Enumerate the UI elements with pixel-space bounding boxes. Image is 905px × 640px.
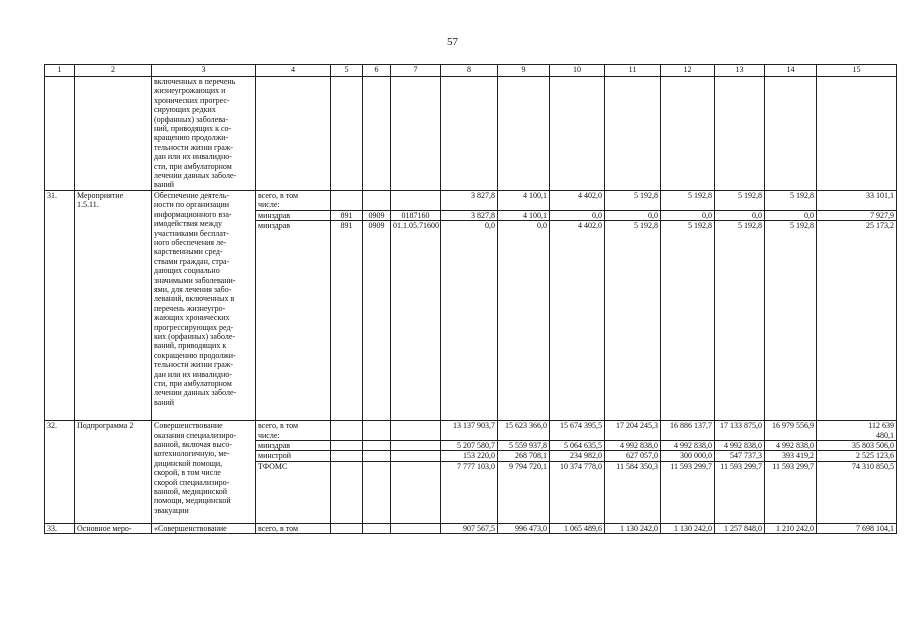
value-cell: 16 886 137,7 xyxy=(661,421,715,441)
value-cell: 268 708,1 xyxy=(498,451,550,461)
value-cell: 5 064 635,5 xyxy=(550,440,605,450)
code-cell: 0187160 xyxy=(391,210,441,220)
executor-cell: ТФОМС xyxy=(256,461,331,523)
header-cell: 4 xyxy=(256,65,331,77)
value-cell: 11 593 299,7 xyxy=(715,461,765,523)
value-cell: 5 192,8 xyxy=(605,190,661,210)
value-cell: 11 593 299,7 xyxy=(765,461,817,523)
value-cell: 0,0 xyxy=(661,210,715,220)
code-cell xyxy=(391,190,441,210)
code-cell xyxy=(331,190,363,210)
row-number: 31. xyxy=(45,190,75,420)
header-cell: 13 xyxy=(715,65,765,77)
value-cell: 5 192,8 xyxy=(605,221,661,421)
value-cell: 0,0 xyxy=(498,221,550,421)
value-cell: 4 100,1 xyxy=(498,190,550,210)
value-cell: 5 207 580,7 xyxy=(441,440,498,450)
value-cell: 1 210 242,0 xyxy=(765,523,817,533)
value-cell: 112 639 480,1 xyxy=(817,421,897,441)
value-cell: 153 220,0 xyxy=(441,451,498,461)
value-cell: 2 525 123,6 xyxy=(817,451,897,461)
value-cell: 4 402,0 xyxy=(550,190,605,210)
value-cell: 907 567,5 xyxy=(441,523,498,533)
value-cell: 3 827,8 xyxy=(441,210,498,220)
header-cell: 11 xyxy=(605,65,661,77)
value-cell: 16 979 556,9 xyxy=(765,421,817,441)
continued-description: включенных в перечень жизнеугрожающих и хронических прогрес- сирующих редких (орфанных) заболева- ний, приводящих к со- кращению продолжи- тельности жизни граж- дан или их инвалидно- сти, при амбулаторном лечении данных заболе- ваний xyxy=(152,77,256,191)
row-number: 33. xyxy=(45,523,75,533)
value-cell: 1 130 242,0 xyxy=(661,523,715,533)
executor-cell: всего, в том числе: xyxy=(256,190,331,210)
value-cell: 0,0 xyxy=(550,210,605,220)
value-cell: 5 192,8 xyxy=(765,221,817,421)
value-cell: 0,0 xyxy=(441,221,498,421)
row-number: 32. xyxy=(45,421,75,524)
value-cell: 547 737,3 xyxy=(715,451,765,461)
value-cell: 9 794 720,1 xyxy=(498,461,550,523)
value-cell: 393 419,2 xyxy=(765,451,817,461)
value-cell: 17 204 245,3 xyxy=(605,421,661,441)
value-cell: 4 992 838,0 xyxy=(605,440,661,450)
header-cell: 15 xyxy=(817,65,897,77)
value-cell: 300 000,0 xyxy=(661,451,715,461)
value-cell: 5 559 937,8 xyxy=(498,440,550,450)
table-row xyxy=(45,523,897,533)
executor-cell: минздрав xyxy=(256,440,331,450)
value-cell: 11 593 299,7 xyxy=(661,461,715,523)
value-cell: 13 137 903,7 xyxy=(441,421,498,441)
header-cell: 9 xyxy=(498,65,550,77)
value-cell: 11 584 350,3 xyxy=(605,461,661,523)
executor-cell: всего, в том xyxy=(256,523,331,533)
value-cell: 4 992 838,0 xyxy=(765,440,817,450)
value-cell: 10 374 778,0 xyxy=(550,461,605,523)
value-cell: 5 192,8 xyxy=(715,190,765,210)
value-cell: 1 257 848,0 xyxy=(715,523,765,533)
value-cell: 0,0 xyxy=(605,210,661,220)
value-cell: 4 402,0 xyxy=(550,221,605,421)
value-cell: 1 065 489,6 xyxy=(550,523,605,533)
value-cell: 74 310 850,5 xyxy=(817,461,897,523)
value-cell: 15 674 395,5 xyxy=(550,421,605,441)
value-cell: 5 192,8 xyxy=(715,221,765,421)
header-cell: 12 xyxy=(661,65,715,77)
header-cell: 10 xyxy=(550,65,605,77)
value-cell: 35 803 506,0 xyxy=(817,440,897,450)
table-row xyxy=(45,77,897,191)
value-cell: 7 927,9 xyxy=(817,210,897,220)
value-cell: 1 130 242,0 xyxy=(605,523,661,533)
row-name: Основное меро- xyxy=(75,523,152,533)
page-number: 57 xyxy=(447,36,458,48)
value-cell: 996 473,0 xyxy=(498,523,550,533)
value-cell: 17 133 875,0 xyxy=(715,421,765,441)
row-description: Совершенствование оказания специализиро- ванной, включая высо- котехнологичную, ме- дицинской помощи, скорой, в том числе скорой специализиро- ванной, медицинской помощи, медицинской эвакуации xyxy=(152,421,256,524)
header-cell: 5 xyxy=(331,65,363,77)
value-cell: 3 827,8 xyxy=(441,190,498,210)
row-name: Подпрограмма 2 xyxy=(75,421,152,524)
value-cell: 4 992 838,0 xyxy=(661,440,715,450)
header-cell: 2 xyxy=(75,65,152,77)
value-cell: 25 173,2 xyxy=(817,221,897,421)
value-cell: 5 192,8 xyxy=(765,190,817,210)
header-cell: 3 xyxy=(152,65,256,77)
executor-cell: минстрой xyxy=(256,451,331,461)
value-cell: 5 192,8 xyxy=(661,221,715,421)
value-cell: 0,0 xyxy=(715,210,765,220)
executor-cell: минздрав xyxy=(256,210,331,220)
value-cell: 5 192,8 xyxy=(661,190,715,210)
executor-cell: всего, в том числе: xyxy=(256,421,331,441)
row-description: «Совершенствование xyxy=(152,523,256,533)
code-cell: 891 xyxy=(331,210,363,220)
table-row xyxy=(45,190,897,210)
value-cell: 7 777 103,0 xyxy=(441,461,498,523)
header-cell: 7 xyxy=(391,65,441,77)
code-cell xyxy=(363,190,391,210)
value-cell: 0,0 xyxy=(765,210,817,220)
header-row xyxy=(45,65,897,77)
executor-cell: минздрав xyxy=(256,221,331,421)
value-cell: 627 057,0 xyxy=(605,451,661,461)
value-cell: 4 992 838,0 xyxy=(715,440,765,450)
row-description: Обеспечение деятель- ности по организации информационного вза- имодействия между участниками бесплат- ного обеспечения ле- карственными сред- ствами граждан, стра- дающих социально значимыми заболевани- ями, для лечения забо- леваний, включенных в перечень жизнеугро- жающих хронических прогрессирующих ред- ких (орфанных) заболе- ваний, приводящих к сокращению продолжи- тельности жизни граж- дан или их инвалидно- сти, при амбулаторном лечении данных заболе- ваний xyxy=(152,190,256,420)
code-cell: 01.1.05.71600 xyxy=(391,221,441,421)
value-cell: 15 623 366,0 xyxy=(498,421,550,441)
budget-table xyxy=(44,64,897,534)
code-cell: 891 xyxy=(331,221,363,421)
value-cell: 234 982,0 xyxy=(550,451,605,461)
header-cell: 1 xyxy=(45,65,75,77)
header-cell: 8 xyxy=(441,65,498,77)
value-cell: 33 101,1 xyxy=(817,190,897,210)
code-cell: 0909 xyxy=(363,221,391,421)
header-cell: 14 xyxy=(765,65,817,77)
row-name: Мероприятие 1.5.11. xyxy=(75,190,152,420)
value-cell: 4 100,1 xyxy=(498,210,550,220)
header-cell: 6 xyxy=(363,65,391,77)
code-cell: 0909 xyxy=(363,210,391,220)
value-cell: 7 698 104,1 xyxy=(817,523,897,533)
table-row xyxy=(45,421,897,441)
